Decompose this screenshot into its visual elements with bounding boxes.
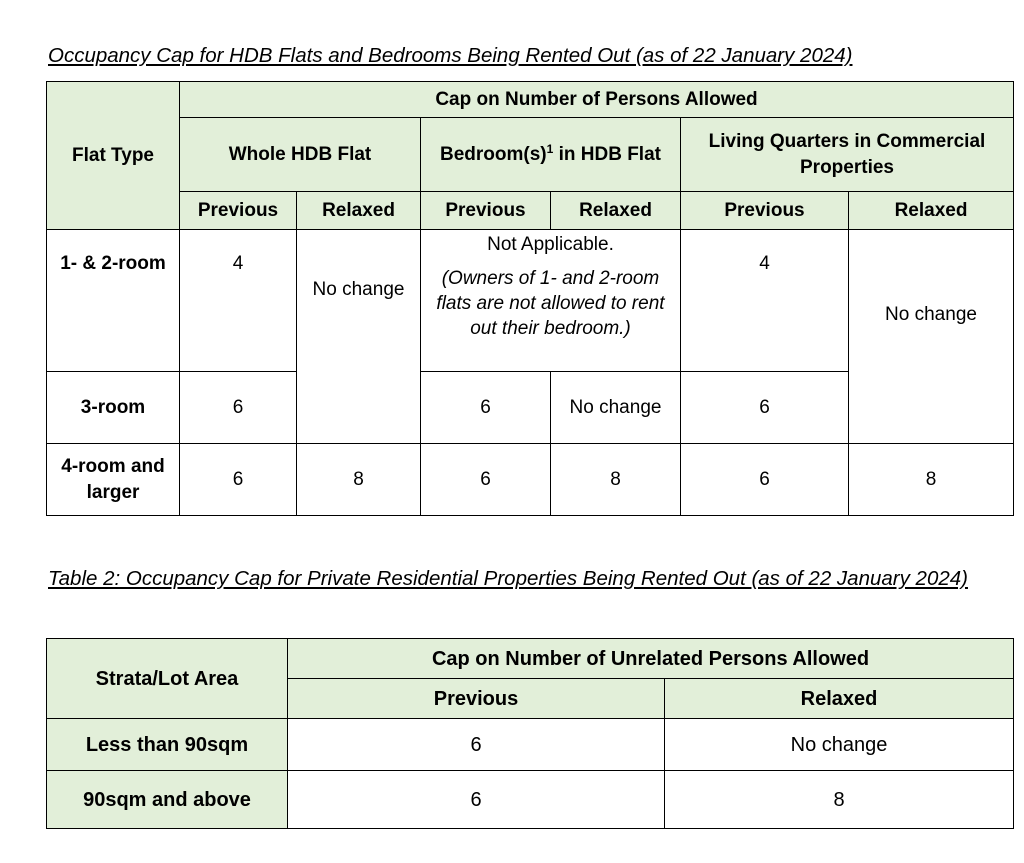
row-label-90-above: 90sqm and above <box>47 771 288 829</box>
relaxed-cell: No change <box>665 719 1014 771</box>
lq-previous-cell: 6 <box>681 444 849 516</box>
not-applicable-note: (Owners of 1- and 2-room flats are not allowed to rent out their bedroom.) <box>436 268 665 339</box>
bedroom-previous-cell: 6 <box>421 444 551 516</box>
not-applicable-text: Not Applicable. <box>487 234 614 255</box>
row-label-1-2-room: 1- & 2-room <box>47 230 180 372</box>
previous-header: Previous <box>288 679 665 719</box>
bedroom-previous-header: Previous <box>421 192 551 230</box>
bedroom-relaxed-cell: 8 <box>551 444 681 516</box>
hdb-occupancy-table <box>46 81 1014 516</box>
lq-relaxed-header: Relaxed <box>849 192 1014 230</box>
bedroom-previous-cell: 6 <box>421 372 551 444</box>
bedroom-relaxed-header: Relaxed <box>551 192 681 230</box>
strata-area-header: Strata/Lot Area <box>47 639 288 719</box>
lq-relaxed-cell: No change <box>849 230 1014 444</box>
row-label-3-room: 3-room <box>47 372 180 444</box>
table1-caption: Occupancy Cap for HDB Flats and Bedrooms Being Rented Out (as of 22 January 2024) <box>48 44 853 67</box>
bedroom-header: $Bedroom(s)^1$ in HDB Flat <box>421 118 681 192</box>
previous-cell: 6 <box>288 719 665 771</box>
previous-cell: 6 <box>288 771 665 829</box>
table-row <box>47 444 1014 516</box>
lq-previous-cell: 4 <box>681 230 849 372</box>
whole-previous-cell: 6 <box>180 444 297 516</box>
whole-previous-cell: 6 <box>180 372 297 444</box>
whole-previous-header: Previous <box>180 192 297 230</box>
whole-relaxed-cell: 8 <box>297 444 421 516</box>
lq-previous-header: Previous <box>681 192 849 230</box>
footnote-marker: 1 <box>546 141 554 156</box>
lq-relaxed-cell: 8 <box>849 444 1014 516</box>
bedroom-relaxed-cell: No change <box>551 372 681 444</box>
relaxed-cell: 8 <box>665 771 1014 829</box>
private-occupancy-table <box>46 638 1014 829</box>
living-quarters-header: Living Quarters in Commercial Properties <box>681 118 1014 192</box>
row-label-less-90: Less than 90sqm <box>47 719 288 771</box>
relaxed-header: Relaxed <box>665 679 1014 719</box>
whole-relaxed-header: Relaxed <box>297 192 421 230</box>
cap-header: Cap on Number of Persons Allowed <box>180 82 1014 118</box>
whole-relaxed-cell: No change <box>297 230 421 444</box>
whole-previous-cell: 4 <box>180 230 297 372</box>
whole-flat-header: Whole HDB Flat <box>180 118 421 192</box>
lq-previous-cell: 6 <box>681 372 849 444</box>
unrelated-cap-header: Cap on Number of Unrelated Persons Allowed <box>288 639 1014 679</box>
flat-type-header: Flat Type <box>47 82 180 230</box>
row-label-4-room: 4-room and larger <box>47 444 180 516</box>
table-row <box>47 771 1014 829</box>
table2-caption: Table 2: Occupancy Cap for Private Residential Properties Being Rented Out (as of 22 January 2024) <box>48 567 968 590</box>
table-row <box>47 719 1014 771</box>
table-row <box>47 230 1014 372</box>
bedroom-not-applicable-cell <box>421 230 681 372</box>
